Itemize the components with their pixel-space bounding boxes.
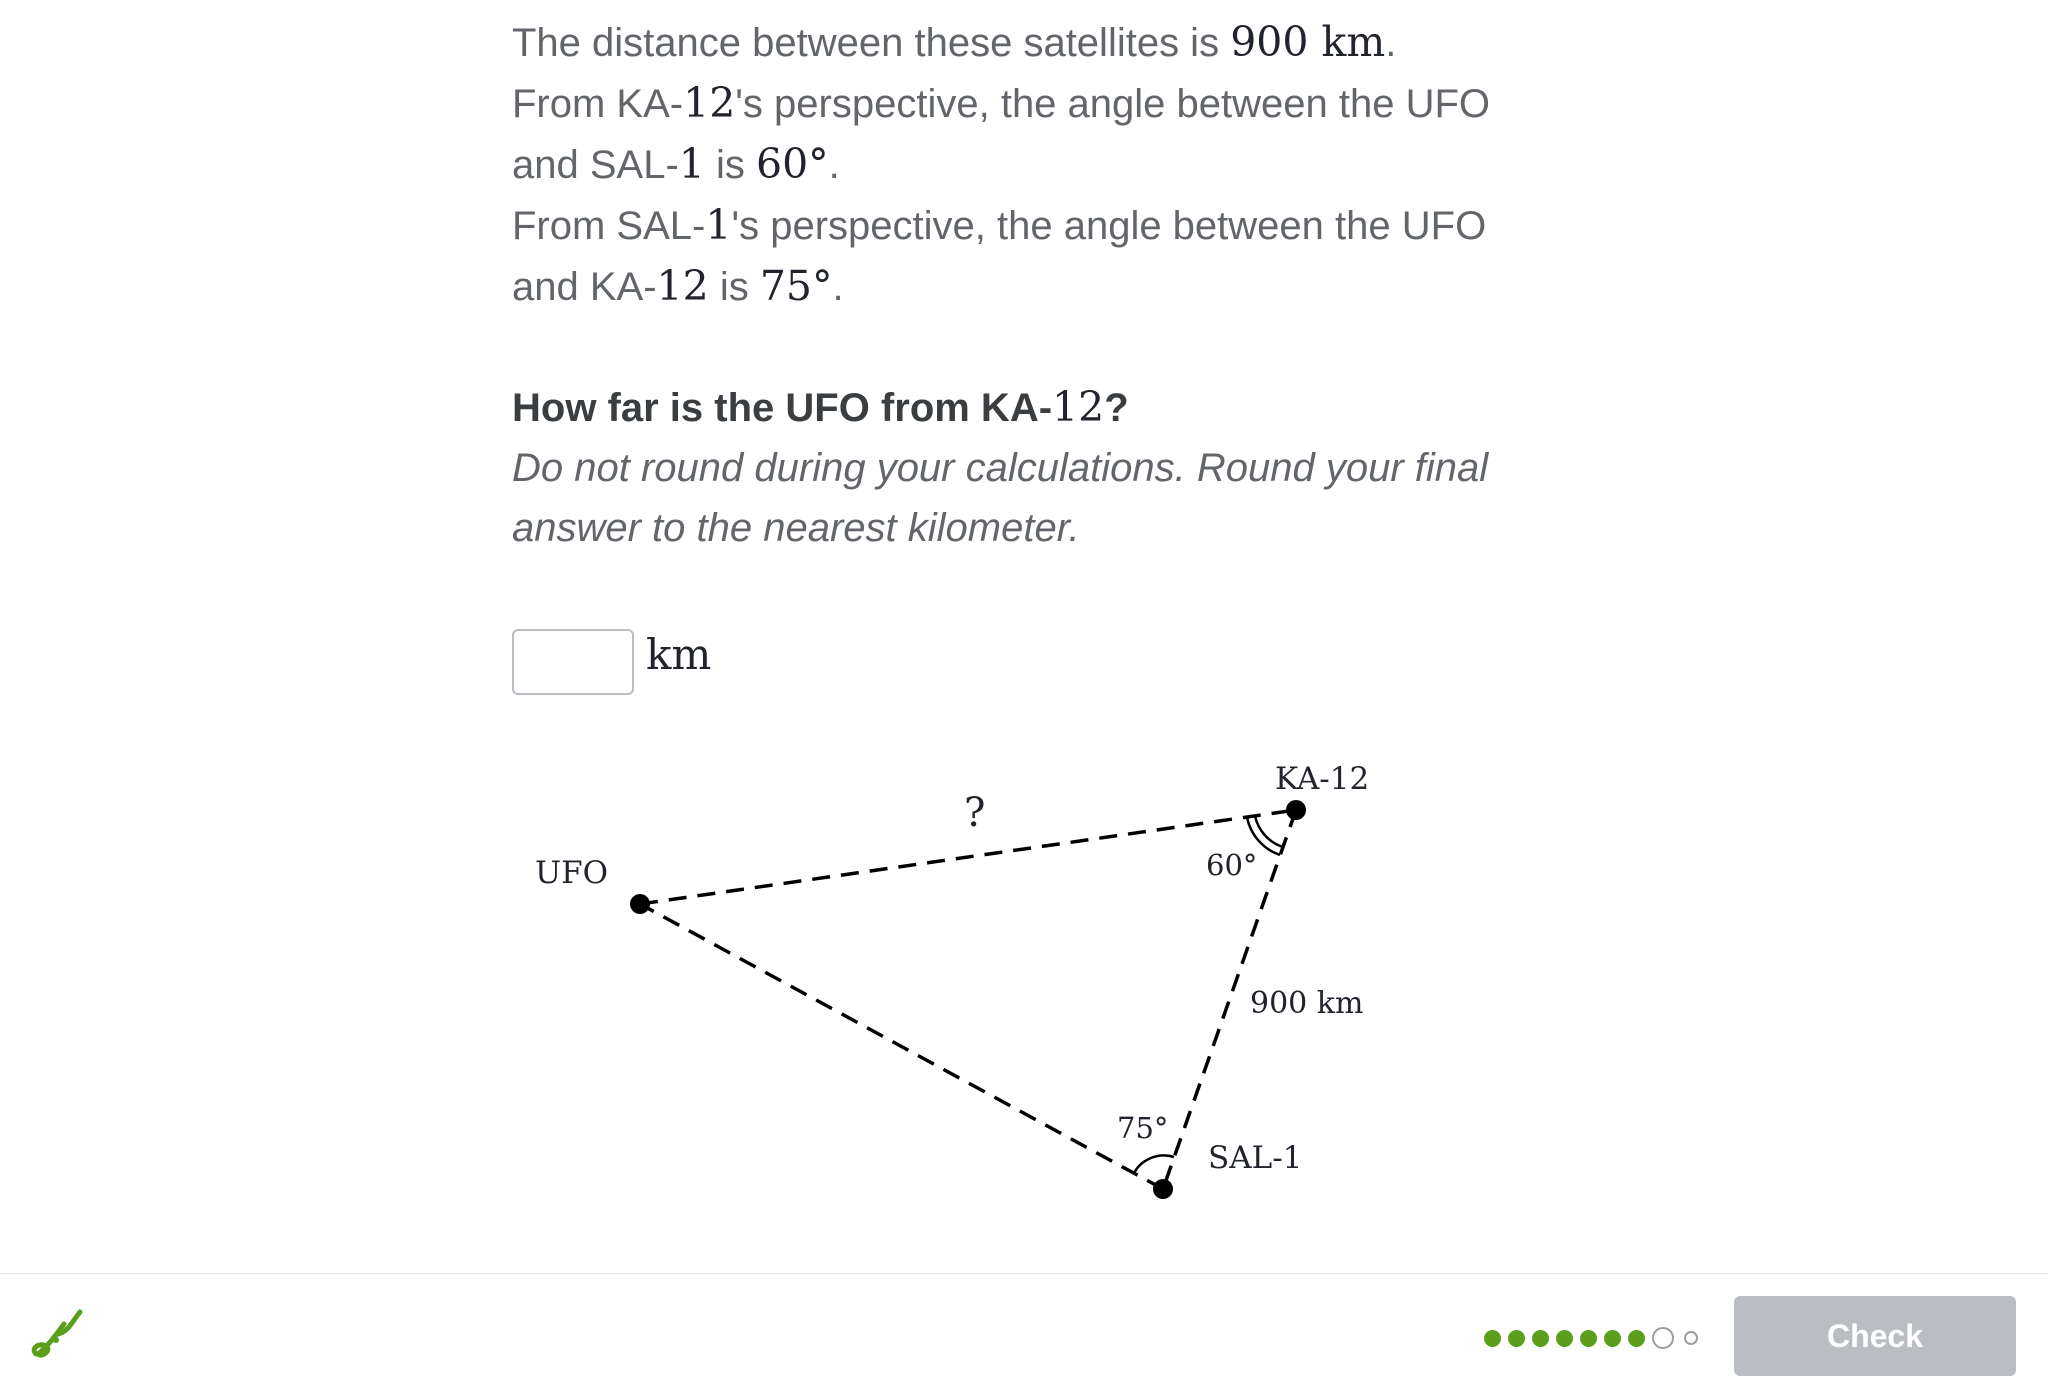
progress-dot	[1628, 1330, 1645, 1347]
label-side-900km: 900 km	[1250, 986, 1364, 1021]
problem-line-2: From KA-12's perspective, the angle between the UFO	[512, 79, 1491, 127]
progress-dot	[1556, 1330, 1573, 1347]
progress-dot	[1508, 1330, 1525, 1347]
khan-logo-icon	[28, 1304, 84, 1364]
label-angle-sal1: 75°	[1117, 1111, 1169, 1145]
label-angle-ka12: 60°	[1206, 848, 1258, 882]
point-ka12	[1286, 800, 1306, 820]
label-sal1: SAL-1	[1208, 1140, 1303, 1176]
problem-line-3: and SAL-1 is 60°.	[512, 140, 840, 188]
problem-line-1: The distance between these satellites is 900 km.	[512, 18, 1397, 66]
footer-bar	[0, 1273, 2048, 1395]
label-unknown-distance: ?	[964, 790, 986, 836]
problem-line-5: and KA-12 is 75°.	[512, 262, 844, 310]
check-button[interactable]: Check	[1734, 1296, 2016, 1376]
progress-dot	[1652, 1327, 1674, 1349]
answer-unit: km	[646, 629, 712, 679]
question-text: How far is the UFO from KA-12?	[512, 383, 1129, 431]
progress-dot	[1684, 1331, 1698, 1345]
progress-dot	[1532, 1330, 1549, 1347]
rounding-hint: Do not round during your calculations. Round your final answer to the nearest kilometer.	[512, 446, 1489, 550]
side-sal1-ufo	[640, 904, 1163, 1189]
progress-dot	[1580, 1330, 1597, 1347]
label-ka12: KA-12	[1275, 761, 1370, 797]
label-ufo: UFO	[535, 855, 609, 891]
point-ufo	[630, 894, 650, 914]
point-sal1	[1153, 1179, 1173, 1199]
progress-dot	[1604, 1330, 1621, 1347]
progress-dots	[1484, 1326, 1705, 1350]
progress-dot	[1484, 1330, 1501, 1347]
problem-line-4: From SAL-1's perspective, the angle between the UFO	[512, 201, 1487, 249]
